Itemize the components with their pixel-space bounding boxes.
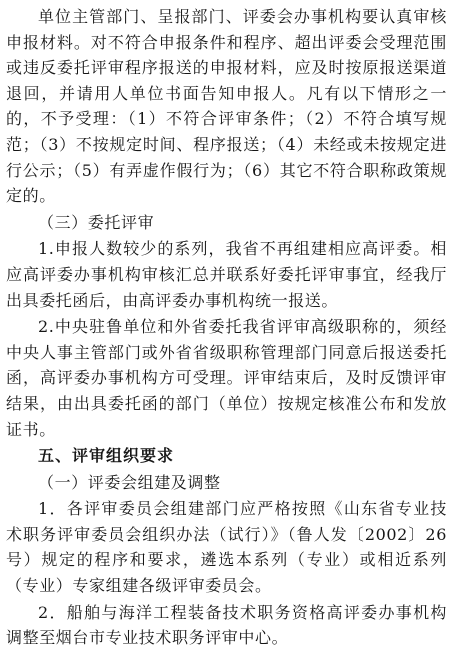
- paragraph-entrust-item-1: 1.申报人数较少的系列，我省不再组建相应高评委。相应高评委办事机构审核汇总并联系好委托评审事宜，经我厅出具委托函后，由高评委办事机构统一报送。: [6, 239, 447, 310]
- paragraph-entrust-item-2: 2.中央驻鲁单位和外省委托我省评审高级职称的，须经中央人事主管部门或外省省级职称管理部门同意后报送委托函，高评委办事机构方可受理。评审结束后，及时反馈评审结果，由出具委托函的部门（单位）按规定核准公布和发放证书。: [6, 317, 447, 439]
- subheading-entrusted-review: （三）委托评审: [38, 212, 155, 232]
- subheading-committee-setup: （一）评委会组建及调整: [38, 472, 221, 492]
- paragraph-committee-item-2: 2．船舶与海洋工程装备技术职务资格高评委办事机构调整至烟台市专业技术职务评审中心。: [6, 602, 447, 648]
- section-heading-5: 五、评审组织要求: [38, 446, 175, 466]
- paragraph-review-materials: 单位主管部门、呈报部门、评委会办事机构要认真审核申报材料。对不符合申报条件和程序、超出评委会受理范围或违反委托评审程序报送的申报材料，应及时按原报送渠道退回，并请用人单位书面告知申报人。凡有以下情形之一的，不予受理：（1）不符合评审条件；（2）不符合填写规范；（3）不按规定时间、程序报送；（4）未经或未按规定进行公示；（5）有弄虚作假行为；（6）其它不符合职称政策规定的。: [6, 7, 447, 206]
- paragraph-committee-item-1: 1．各评审委员会组建部门应严格按照《山东省专业技术职务评审委员会组织办法（试行）》（鲁人发〔2002〕26 号）规定的程序和要求，遴选本系列（专业）或相近系列（专业）专家组建各级评审委员会。: [6, 499, 447, 596]
